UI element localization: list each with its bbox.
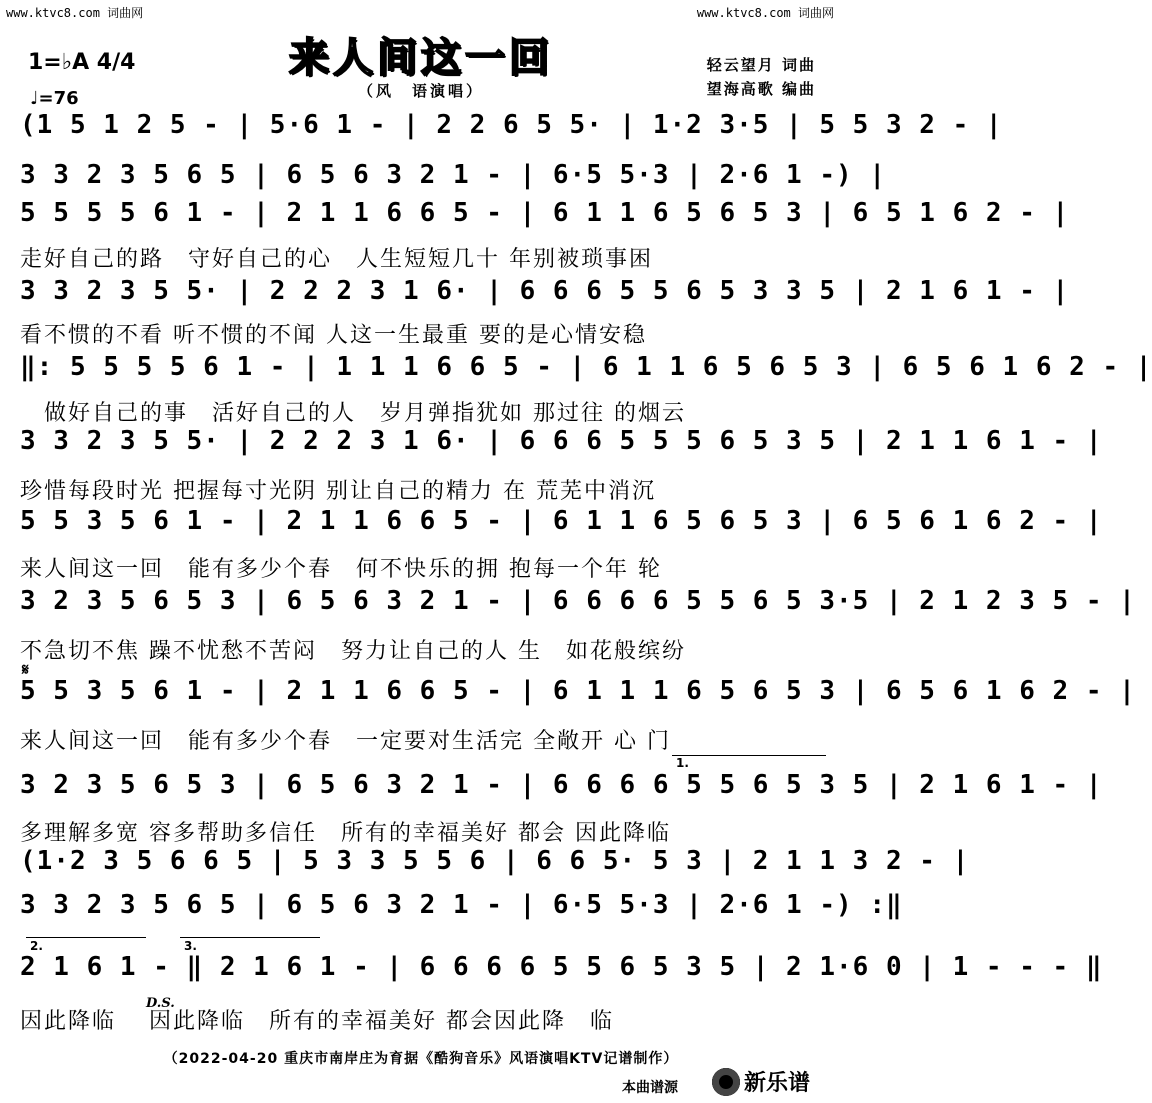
- lyric-row: 不急切不焦 躁不忧愁不苦闷 努力让自己的人 生 如花般缤纷: [20, 639, 686, 664]
- notation-row: 5 5 3 5 6 1 - | 2 1 1 6 6 5 - | 6 1 1 6 5 6 5 3 | 6 5 6 1 6 2 - |: [20, 506, 1103, 536]
- volta-3: 3.: [184, 939, 197, 953]
- song-title: 来人间这一回: [289, 35, 553, 81]
- lyric-row: 看不惯的不看 听不惯的不闻 人这一生最重 要的是心情安稳: [20, 323, 647, 348]
- score-line: [20, 276, 1070, 316]
- score-line: [20, 770, 1103, 810]
- notation-row: (1·2 3 5 6 6 5 | 5 3 3 5 5 6 | 6 6 5· 5 3 | 2 1 1 3 2 - |: [20, 846, 970, 876]
- lyricist-credit: 轻云望月 词曲: [706, 56, 816, 74]
- source-label: 本曲谱源: [622, 1080, 678, 1096]
- volta-bracket: [26, 937, 146, 938]
- volta-bracket: [180, 937, 320, 938]
- segno-sign: 𝄋: [22, 660, 29, 679]
- site-logo: [712, 1066, 810, 1097]
- notation-row: 5 5 3 5 6 1 - | 2 1 1 6 6 5 - | 6 1 1 1 6 5 6 5 3 | 6 5 6 1 6 2 - |: [20, 676, 1136, 706]
- score-line: [20, 676, 1136, 716]
- lyric-row: 来人间这一回 能有多少个春 一定要对生活完 全敞开 心 门: [20, 729, 671, 754]
- notation-row: 3 3 2 3 5 5· | 2 2 2 3 1 6· | 6 6 6 5 5 5 6 5 3 5 | 2 1 1 6 1 - |: [20, 426, 1103, 456]
- tempo-marking: ♩=76: [30, 88, 79, 109]
- score-line: [20, 110, 1003, 150]
- score-line: [20, 890, 903, 930]
- lyric-row: 走好自己的路 守好自己的心 人生短短几十 年别被琐事困: [20, 247, 653, 272]
- disc-icon: [712, 1068, 740, 1096]
- lyric-row: 来人间这一回 能有多少个春 何不快乐的拥 抱每一个年 轮: [20, 557, 662, 582]
- score-line: [20, 160, 886, 200]
- volta-bracket: [672, 755, 826, 756]
- watermark-left: www.ktvc8.com 词曲网: [6, 6, 144, 20]
- lyric-row: 珍惜每段时光 把握每寸光阴 别让自己的精力 在 荒芜中消沉: [20, 479, 656, 504]
- lyric-row: 因此降临 因此降临 所有的幸福美好 都会因此降 临: [20, 1009, 614, 1034]
- score-line: [20, 506, 1103, 546]
- score-line: [20, 198, 1070, 238]
- notation-row: 3 2 3 5 6 5 3 | 6 5 6 3 2 1 - | 6 6 6 6 5 5 6 5 3·5 | 2 1 2 3 5 - |: [20, 586, 1136, 616]
- lyric-row: 做好自己的事 活好自己的人 岁月弹指犹如 那过往 的烟云: [20, 401, 686, 426]
- notation-row: 5 5 5 5 6 1 - | 2 1 1 6 6 5 - | 6 1 1 6 5 6 5 3 | 6 5 1 6 2 - |: [20, 198, 1070, 228]
- notation-row: 2 1 6 1 - ‖ 2 1 6 1 - | 6 6 6 6 5 5 6 5 3 5 | 2 1·6 0 | 1 - - - ‖: [20, 952, 1103, 982]
- singer-label: （风 语演唱）: [357, 82, 484, 100]
- notation-row: 3 3 2 3 5 6 5 | 6 5 6 3 2 1 - | 6·5 5·3 | 2·6 1 -) |: [20, 160, 886, 190]
- score-line: [20, 586, 1136, 626]
- volta-1: 1.: [676, 756, 689, 770]
- footer-note: （2022-04-20 重庆市南岸庄为育据《酷狗音乐》风语演唱KTV记谱制作）: [163, 1051, 679, 1067]
- notation-row: 3 3 2 3 5 6 5 | 6 5 6 3 2 1 - | 6·5 5·3 | 2·6 1 -) :‖: [20, 890, 903, 920]
- notation-row: ‖: 5 5 5 5 6 1 - | 1 1 1 6 6 5 - | 6 1 1 6 5 6 5 3 | 6 5 6 1 6 2 - |: [20, 352, 1152, 382]
- notation-row: 3 3 2 3 5 5· | 2 2 2 3 1 6· | 6 6 6 5 5 6 5 3 3 5 | 2 1 6 1 - |: [20, 276, 1070, 306]
- score-line: [20, 352, 1152, 392]
- score-line: [20, 846, 970, 886]
- notation-row: (1 5 1 2 5 - | 5·6 1 - | 2 2 6 5 5· | 1·2 3·5 | 5 5 3 2 - |: [20, 110, 1003, 140]
- arranger-credit: 望海高歌 编曲: [706, 80, 816, 98]
- volta-2: 2.: [30, 939, 43, 953]
- logo-text: 新乐谱: [744, 1071, 811, 1096]
- notation-row: 3 2 3 5 6 5 3 | 6 5 6 3 2 1 - | 6 6 6 6 5 5 6 5 3 5 | 2 1 6 1 - |: [20, 770, 1103, 800]
- watermark-right: www.ktvc8.com 词曲网: [696, 6, 834, 20]
- key-signature: 1=♭A 4/4: [28, 50, 136, 75]
- lyric-row: 多理解多宽 容多帮助多信任 所有的幸福美好 都会 因此降临: [20, 821, 671, 846]
- score-line: [20, 426, 1103, 466]
- ds-marking: D.S.: [146, 996, 175, 1011]
- score-line: [20, 952, 1103, 992]
